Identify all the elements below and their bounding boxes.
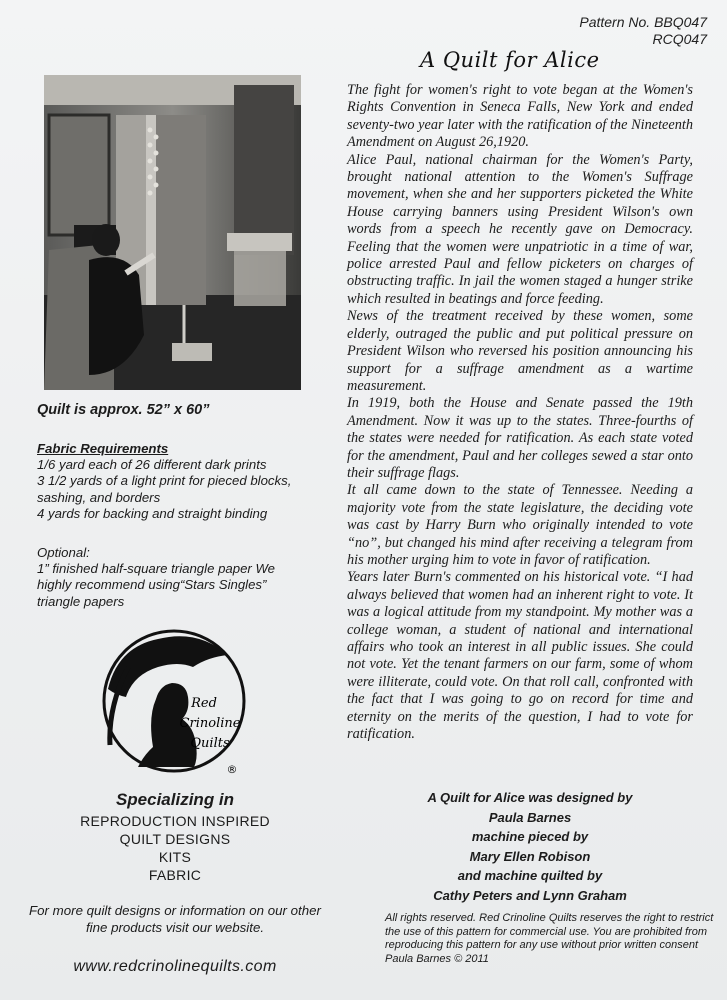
credit-line: A Quilt for Alice was designed by (427, 790, 633, 805)
historic-photo (44, 75, 301, 390)
credit-line: Cathy Peters and Lynn Graham (433, 887, 627, 903)
credits (380, 788, 680, 905)
specializing-heading: Specializing in (115, 790, 235, 809)
fabric-item: 4 yards for backing and straight binding (37, 505, 268, 521)
fabric-item: 3 1/2 yards of a light print for pieced blocks, sashing, and borders (37, 473, 292, 505)
history-paragraph: The fight for women's right to vote began at the Women's Rights Convention in Seneca Falls, New York and ended seventy-two year later with the ratification of the Nineteenth Amendment on August 26,1920. (347, 82, 693, 151)
page-title: A Quilt for Alice (420, 48, 600, 72)
optional-text: 1” finished half-square triangle paper We highly recommend using“Stars Singles” triangle papers (37, 561, 275, 609)
optional-heading: Optional: (37, 545, 90, 560)
history-paragraph: Alice Paul, national chairman for the Women's Party, brought national attention to the Women's Suffrage movement, when she and her supporters picketed the White House carrying banners using President Wilson's own words from a speech he recently gave on Democracy. Feeling that the women were unpatriotic in a time of war, police arrested Paul and fellow picketers on charges of obstructing traffic. In jail the women staged a hunger strike which resulted in beatings and force feeding. (347, 151, 693, 307)
pattern-number-line2: RCQ047 (652, 31, 707, 47)
logo-word-quilts: Quilts (190, 736, 230, 751)
fabric-requirements (37, 441, 307, 522)
history-paragraph: It all came down to the state of Tennessee. Needing a majority vote from the state legislature, the deciding vote was cast by Harry Burn who originally intended to vote “no”, but changed his mind after receiving a telegram from his mother urging him to vote in favor of ratification. (347, 482, 693, 568)
registered-mark: ® (226, 763, 238, 776)
pattern-number-line1: Pattern No. BBQ047 (579, 14, 707, 30)
fabric-heading: Fabric Requirements (37, 441, 169, 456)
specializing-line: FABRIC (148, 867, 202, 883)
credit-line: Mary Ellen Robison (469, 848, 591, 864)
rights-notice (385, 912, 715, 966)
specializing-line: QUILT DESIGNS (119, 831, 231, 847)
website-url: www.redcrinolinequilts.com (73, 958, 277, 975)
optional-notes (37, 545, 307, 610)
credit-line: and machine quilted by (457, 868, 603, 883)
quilt-size: Quilt is approx. 52” x 60” (37, 402, 210, 418)
specializing-block (20, 790, 330, 884)
history-paragraph: Years later Burn's commented on his historical vote. “I had always believed that women had an inherent right to vote. It was a logical attitude from my standpoint. My mother was a college woman, a student of national and international affairs who took an interest in all public issues. She could not vote. Yet the tenant farmers on our farm, some of whom were illiterate, could vote. On that roll call, confronted with the fact that I was going to go on record for time and eternity on the merits of the question, I had to vote for ratification. (347, 569, 693, 743)
history-text (347, 82, 693, 743)
history-paragraph: News of the treatment received by these women, some elderly, outraged the public and put political pressure on President Wilson who reversed his position announcing his support for a suffrage amendment as a wartime measurement. (347, 308, 693, 394)
copyright-text: Paula Barnes © 2011 (385, 952, 489, 965)
fabric-item: 1/6 yard each of 26 different dark prints (37, 457, 267, 473)
pattern-number (579, 14, 707, 48)
photo-illustration (44, 75, 301, 390)
credit-line: Paula Barnes (488, 809, 572, 825)
more-info-text: For more quilt designs or information on our other fine products visit our website. (29, 903, 321, 935)
red-crinoline-logo (98, 627, 254, 787)
specializing-line: KITS (158, 849, 192, 865)
logo-emblem (98, 627, 254, 787)
specializing-line: REPRODUCTION INSPIRED (80, 813, 270, 829)
logo-word-red: Red (191, 696, 217, 711)
logo-word-crinoline: Crinoline (179, 716, 241, 731)
credit-line: machine pieced by (471, 829, 589, 844)
history-paragraph: In 1919, both the House and Senate passed the 19th Amendment. Now it was up to the states. Three-fourths of the states were needed for ratification. As each state voted for the amendment, Paul and her colleges sewed a star onto their suffrage flags. (347, 395, 693, 481)
rights-text: All rights reserved. Red Crinoline Quilts reserves the right to restrict the use of this pattern for commercial use. You are prohibited from reproducing this pattern for any use without prior written consent (385, 912, 714, 951)
